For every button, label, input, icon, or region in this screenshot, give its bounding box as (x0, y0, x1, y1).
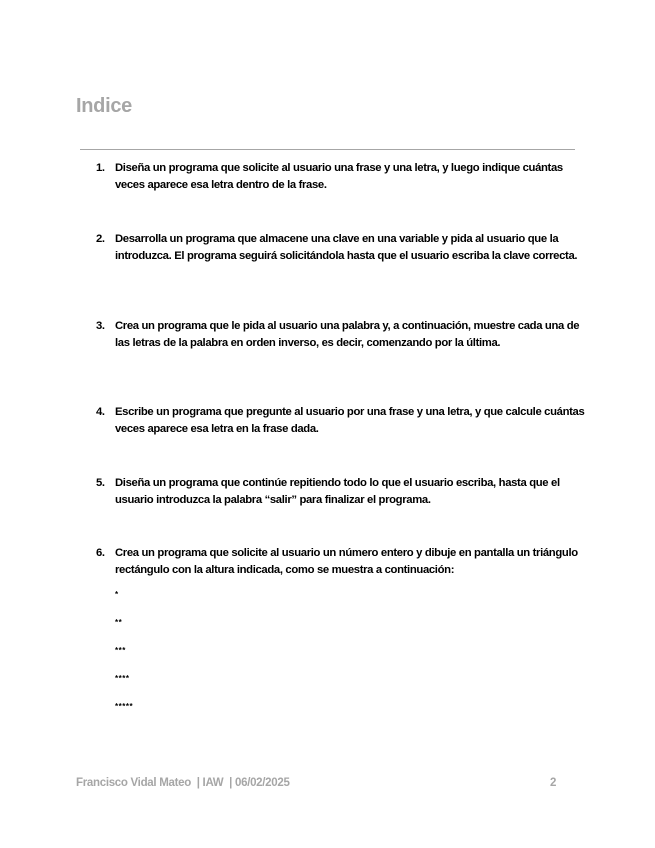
triangle-row: ***** (115, 702, 134, 711)
exercise-item-6 (96, 545, 586, 580)
exercise-text: Crea un programa que solicite al usuario un número entero y dibuje en pantalla un triángulo rectángulo con la altura indicada, como se muestra a continuación: (115, 547, 578, 577)
exercise-text: Crea un programa que le pida al usuario una palabra y, a continuación, muestre cada una de las letras de la palabra en orden inverso, es decir, comenzando por la última. (115, 320, 580, 350)
footer-author: Francisco Vidal Mateo (76, 777, 191, 789)
footer-date: 06/02/2025 (235, 777, 290, 789)
exercise-text: Diseña un programa que continúe repitiendo todo lo que el usuario escriba, hasta que el usuario introduzca la palabra “salir” para finalizar el programa. (115, 477, 560, 507)
footer-course: IAW (202, 777, 224, 789)
footer-separator: | (196, 777, 200, 789)
page-title: Indice (76, 95, 132, 117)
exercise-number: 6. (96, 547, 105, 559)
exercise-number: 2. (96, 233, 105, 245)
exercise-item-3 (96, 318, 586, 353)
exercise-number: 5. (96, 477, 105, 489)
exercise-text: Escribe un programa que pregunte al usuario por una frase y una letra, y que calcule cuántas veces aparece esa letra en la frase dada. (115, 406, 585, 436)
exercise-item-5 (96, 475, 586, 510)
page-number: 2 (550, 777, 557, 789)
exercise-text: Desarrolla un programa que almacene una clave en una variable y pida al usuario que la introduzca. El programa seguirá solicitándola hasta que el usuario escriba la clave correcta. (115, 233, 578, 263)
triangle-row: ** (115, 618, 123, 627)
exercise-item-2 (96, 231, 586, 266)
triangle-row: *** (115, 646, 126, 655)
page-footer (76, 777, 566, 789)
exercise-number: 3. (96, 320, 105, 332)
exercise-item-1 (96, 160, 586, 195)
triangle-row: **** (115, 674, 130, 683)
exercise-number: 4. (96, 406, 105, 418)
heading-divider (80, 149, 575, 150)
footer-separator: | (229, 777, 233, 789)
triangle-row: * (115, 590, 119, 599)
exercise-text: Diseña un programa que solicite al usuario una frase y una letra, y luego indique cuántas veces aparece esa letra dentro de la frase. (115, 162, 563, 192)
exercise-item-4 (96, 404, 586, 439)
exercise-number: 1. (96, 162, 105, 174)
